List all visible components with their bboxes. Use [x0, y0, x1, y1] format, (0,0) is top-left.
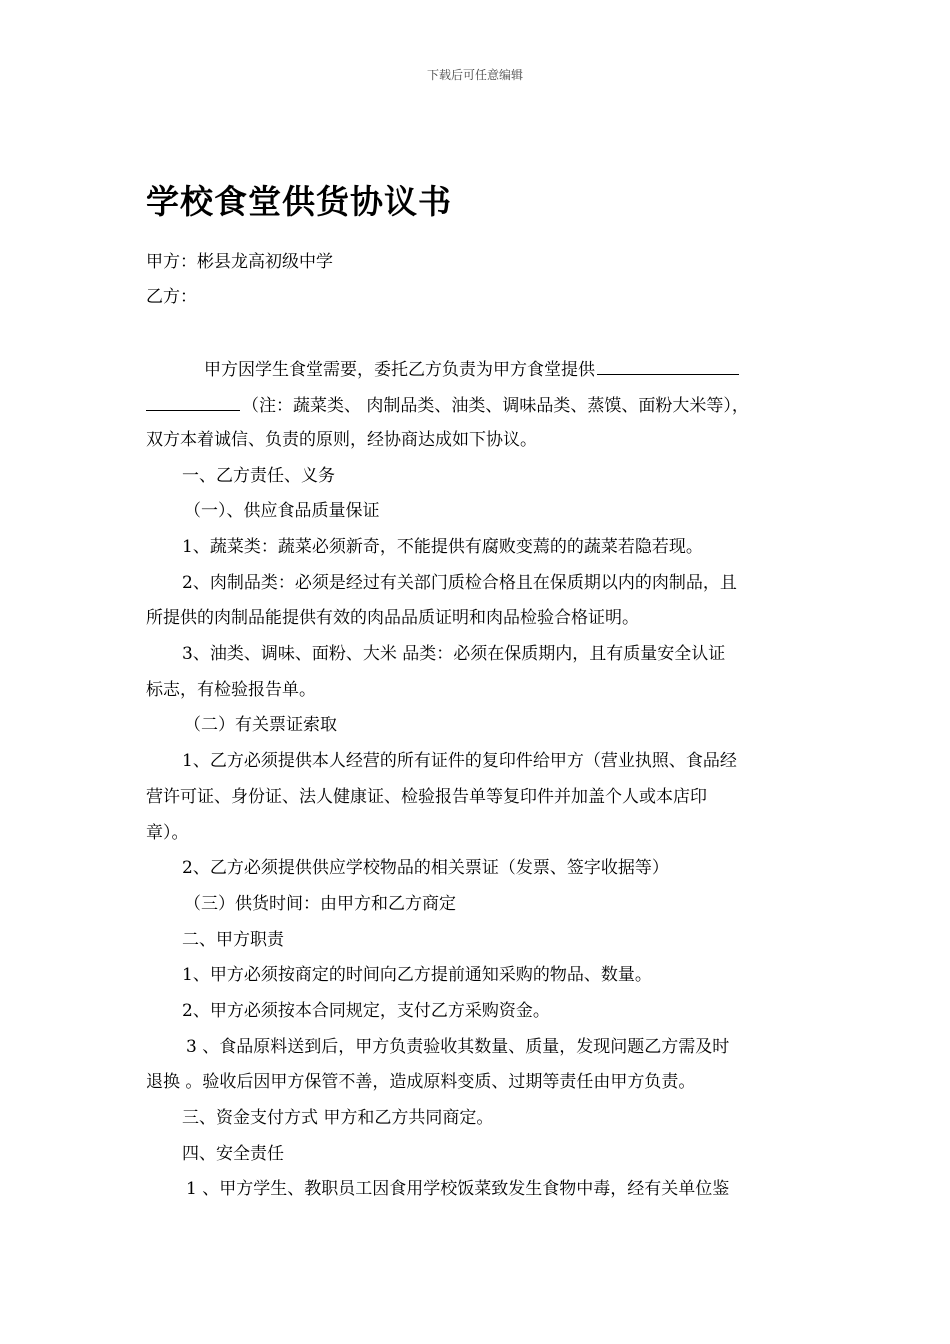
clause-line: 3 、食品原料送到后，甲方负责验收其数量、质量，发现问题乙方需及时 — [186, 1037, 730, 1057]
clause-line: 2、乙方必须提供供应学校物品的相关票证（发票、签字收据等） — [182, 858, 669, 878]
clause-line: 标志，有检验报告单。 — [146, 680, 316, 700]
header-note: 下载后可任意编辑 — [426, 68, 523, 82]
clause-line: 1、甲方必须按商定的时间向乙方提前通知采购的物品、数量。 — [182, 965, 652, 985]
section-heading: 三、资金支付方式 甲方和乙方共同商定。 — [182, 1108, 494, 1128]
subsection-heading: （一）、供应食品质量保证 — [184, 501, 380, 521]
document-title: 学校食堂供货协议书 — [146, 182, 452, 221]
section-heading: 二、甲方职责 — [182, 930, 284, 950]
clause-line: 营许可证、身份证、法人健康证、检验报告单等复印件并加盖个人或本店印 — [146, 787, 707, 807]
intro-text-1: 甲方因学生食堂需要，委托乙方负责为甲方食堂提供 — [204, 360, 595, 380]
subsection-heading: （二）有关票证索取 — [184, 715, 337, 735]
intro-line-3: 双方本着诚信、负责的原则，经协商达成如下协议。 — [146, 430, 537, 450]
supply-blank-2 — [146, 393, 240, 411]
supply-blank-1 — [597, 357, 739, 375]
clause-line: 1、蔬菜类：蔬菜必须新奇，不能提供有腐败变蔫的的蔬菜若隐若现。 — [182, 537, 703, 557]
clause-line: 所提供的肉制品能提供有效的肉品品质证明和肉品检验合格证明。 — [146, 608, 639, 628]
clause-line: 2、肉制品类：必须是经过有关部门质检合格且在保质期以内的肉制品，且 — [182, 573, 737, 593]
clause-line: 1 、甲方学生、教职员工因食用学校饭菜致发生食物中毒，经有关单位鉴 — [186, 1179, 730, 1199]
clause-line: 2、甲方必须按本合同规定，支付乙方采购资金。 — [182, 1001, 550, 1021]
intro-line-2 — [146, 393, 816, 417]
party-a: 甲方：彬县龙高初级中学 — [146, 252, 333, 272]
section-heading: 四、安全责任 — [182, 1144, 284, 1164]
clause-line: 退换 。验收后因甲方保管不善，造成原料变质、过期等责任由甲方负责。 — [146, 1072, 696, 1092]
intro-text-2: （注：蔬菜类、 肉制品类、油类、调味品类、蒸馍、面粉大米等）， — [242, 396, 749, 416]
subsection-heading: （三）供货时间：由甲方和乙方商定 — [184, 894, 456, 914]
clause-line: 章）。 — [146, 823, 189, 843]
party-b: 乙方： — [146, 287, 197, 307]
section-heading: 一、乙方责任、义务 — [182, 466, 335, 486]
clause-line: 1、乙方必须提供本人经营的所有证件的复印件给甲方（营业执照、食品经 — [182, 751, 737, 771]
clause-line: 3、油类、调味、面粉、大米 品类：必须在保质期内，且有质量安全认证 — [182, 644, 726, 664]
intro-line-1 — [204, 357, 824, 381]
